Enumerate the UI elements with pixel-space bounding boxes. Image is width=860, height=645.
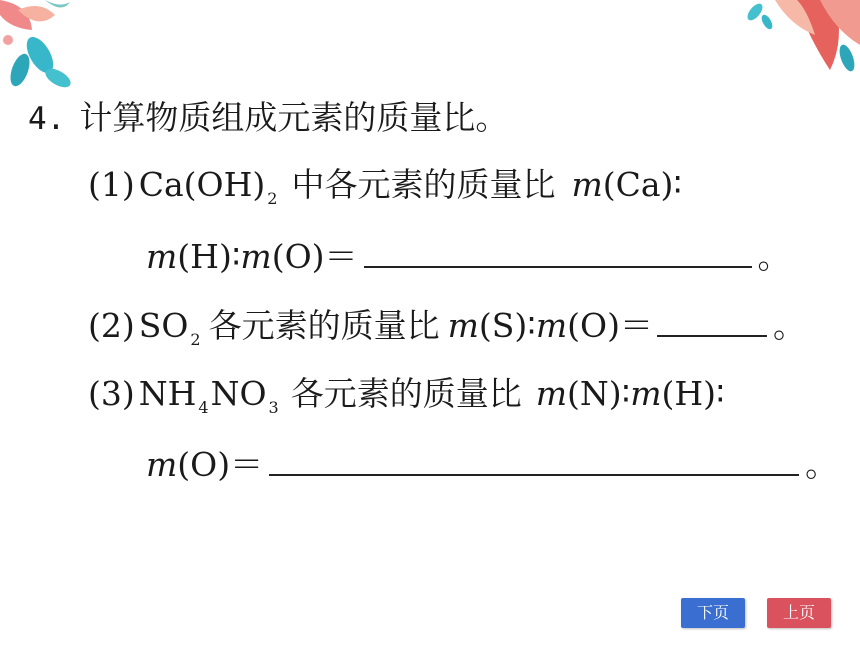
part-1-formula-subscript: 2: [267, 189, 278, 208]
part-2-element-s: (S)∶: [478, 306, 536, 345]
part-2-answer-blank[interactable]: [657, 305, 767, 337]
part-1-element-h: (H)∶: [177, 237, 241, 276]
part-1-answer-blank[interactable]: [364, 236, 752, 268]
part-3-answer-blank[interactable]: [269, 444, 799, 476]
question-title: 计算物质组成元素的质量比。: [79, 98, 509, 137]
part-1-mass-symbol: m: [146, 237, 178, 276]
part-1-element-o: (O)＝: [271, 237, 358, 276]
part-3-element-n: (N)∶: [567, 374, 631, 413]
part-3-line-2: [146, 444, 838, 485]
part-1-mass-symbol: m: [240, 237, 272, 276]
part-1-line-2: [146, 236, 791, 277]
part-3-mass-symbol: m: [630, 374, 662, 413]
part-3-formula-subscript-3: 3: [268, 398, 279, 417]
part-2-mass-symbol: m: [535, 306, 568, 345]
part-1-text: 中各元素的质量比: [291, 165, 556, 204]
part-2-formula-subscript: 2: [190, 330, 201, 349]
part-2-text: 各元素的质量比: [208, 306, 440, 345]
question-number: 4.: [28, 101, 66, 137]
part-3-line-1: [88, 374, 725, 420]
part-3-formula-nh: NH: [138, 374, 197, 413]
part-3-mass-symbol: m: [146, 445, 178, 484]
part-3-end-mark: 。: [805, 445, 839, 484]
corner-leaf-decoration-right: [735, 0, 860, 75]
corner-leaf-decoration-left: [0, 0, 90, 95]
part-2-formula: SO: [138, 306, 189, 345]
part-1-label: (1): [88, 165, 135, 204]
part-2-end-mark: 。: [772, 306, 806, 345]
next-page-button[interactable]: 下页: [681, 598, 745, 628]
part-1-end-mark: 。: [757, 237, 791, 276]
part-3-element-o: (O)＝: [177, 445, 264, 484]
previous-page-button[interactable]: 上页: [767, 598, 831, 628]
part-2-line: [88, 305, 806, 352]
part-1-formula: Ca(OH): [138, 165, 266, 204]
part-3-label: (3): [88, 374, 135, 413]
part-3-mass-symbol: m: [535, 374, 568, 413]
part-2-element-o: (O)＝: [567, 306, 653, 345]
part-1-element-ca: (Ca)∶: [602, 165, 683, 204]
question-heading: [28, 98, 508, 139]
part-2-mass-symbol: m: [447, 306, 479, 345]
part-3-formula-subscript-4: 4: [198, 398, 209, 417]
part-2-label: (2): [88, 306, 135, 345]
part-3-text: 各元素的质量比: [290, 374, 522, 413]
part-3-formula-no: NO: [210, 374, 267, 413]
part-3-element-h: (H)∶: [661, 374, 725, 413]
part-1-mass-symbol: m: [571, 165, 603, 204]
part-1-line-1: [88, 165, 682, 211]
